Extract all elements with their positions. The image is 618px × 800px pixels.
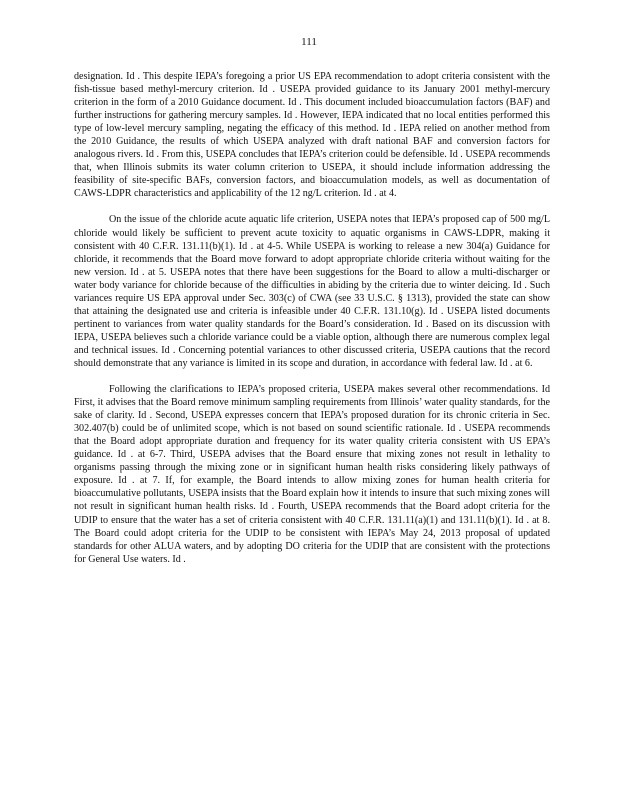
paragraph-chloride-criterion: On the issue of the chloride acute aquatic life criterion, USEPA notes that IEPA’s proposed cap of 500 mg/L chloride would likely be sufficient to prevent acute toxicity to aquatic organisms in CAWS-LDPR, making it consistent with 40 C.F.R. 131.11(b)(1). Id . at 4-5. While USEPA is working to release a new 304(a) Guidance for chloride, it recommends that the Board move forward to adopt appropriate chloride criteria without waiting for the new version. Id . at 5. USEPA notes that there have been suggestions for the Board to allow a multi-discharger or water body variance for chloride because of the difficulties in abiding by the criteria due to winter deicing. Id . Such variances require US EPA approval under Sec. 303(c) of CWA (see 33 U.S.C. § 1313), provided the state can show that attaining the designated use and criteria is infeasible under 40 C.F.R. 131.10(g). Id . USEPA listed documents pertinent to variances from water quality standards for the Board’s consideration. Id . Based on its discussion with IEPA, USEPA believes such a chloride variance could be a viable option, although there are numerous complex legal and technical issues. Id . Concerning potential variances to other discussed criteria, USEPA cautions that the record should demonstrate that any variance is limited in its scope and duration, in accordance with federal law. Id . at 6. [74, 214, 550, 369]
body-text [74, 70, 550, 566]
paragraph-other-recommendations: Following the clarifications to IEPA’s proposed criteria, USEPA makes several other recommendations. Id First, it advises that the Board remove minimum sampling requirements from Illinois’ water quality standards, for the sake of clarity. Id . Second, USEPA expresses concern that IEPA’s proposed duration for its chronic criteria in Sec. 302.407(b) could be of unlimited scope, which is not based on sound scientific rationale. Id . USEPA recommends that the Board adopt appropriate duration and frequency for its water quality criteria consistent with US EPA’s guidance. Id . at 6-7. Third, USEPA advises that the Board ensure that mixing zones not result in lethality to organisms passing through the mixing zone or in significant human health risks considering likely pathways of exposure. Id . at 7. If, for example, the Board intends to allow mixing zones for human health criteria for bioaccumulative pollutants, USEPA insists that the Board explain how it intends to insure that such mixing zones will not result in significant human health risks. Id . Fourth, USEPA recommends that the Board adopt criteria for the UDIP to ensure that the water has a set of criteria consistent with 40 C.F.R. 131.11(a)(1) and 131.11(b)(1). Id . at 8. The Board could adopt criteria for the UDIP to be consistent with IEPA’s May 24, 2013 proposal of updated standards for other ALUA waters, and by adopting DO criteria for the UDIP that are consistent with the protections for General Use waters. Id . [74, 384, 550, 565]
page-number: 111 [301, 36, 317, 48]
paragraph-mercury-criterion: designation. Id . This despite IEPA’s foregoing a prior US EPA recommendation to adopt criteria consistent with the fish-tissue based methyl-mercury criterion. Id . USEPA provided guidance to its January 2001 methyl-mercury criterion in the form of a 2010 Guidance document. Id . This document included bioaccumulation factors (BAF) and further instructions for gathering mercury samples. Id . However, IEPA indicated that no local entities performed this type of low-level mercury sampling, negating the efficacy of this method. Id . IEPA relied on another method from the 2010 Guidance, the results of which USEPA analyzed with draft national BAF and conversion factors for analogous rivers. Id . From this, USEPA concludes that IEPA’s criterion could be defensible. Id . USEPA recommends that, when Illinois submits its water column criterion to USEPA, it should include information addressing the feasibility of site-specific BAFs, conversion factors, and bioaccumulation models, as well as documentation of CAWS-LDPR characteristics and applicability of the 12 ng/L criterion. Id . at 4. [74, 71, 550, 200]
